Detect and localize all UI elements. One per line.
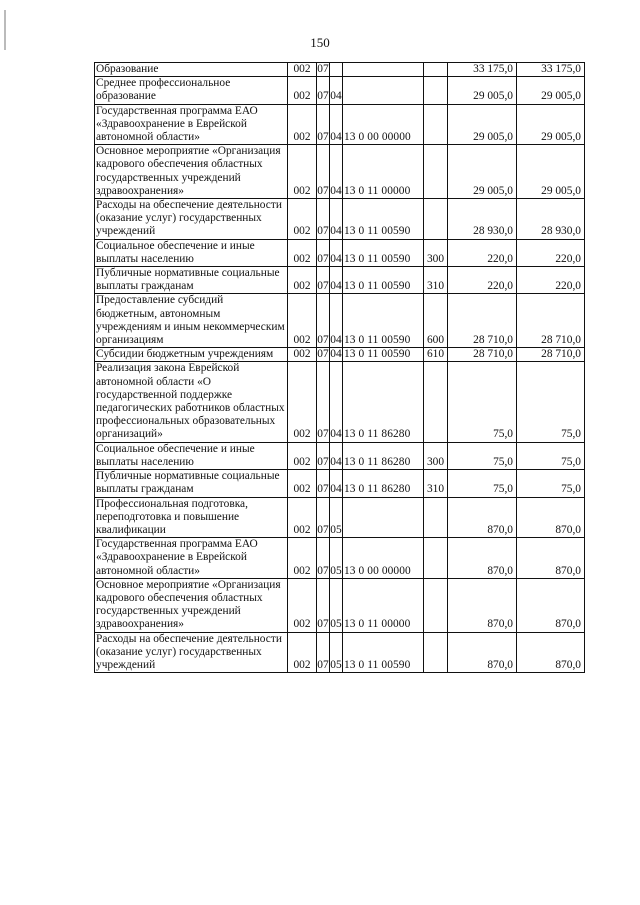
section-code-cell: 07 <box>317 470 330 497</box>
subsection-code-cell: 04 <box>330 267 343 294</box>
table-row <box>95 348 585 362</box>
expense-type-cell: 310 <box>424 470 448 497</box>
amount-year2-cell: 220,0 <box>517 267 585 294</box>
amount-year1-cell: 29 005,0 <box>448 77 517 104</box>
subsection-code-cell: 04 <box>330 239 343 266</box>
scan-margin-mark <box>4 10 6 50</box>
section-code-cell: 07 <box>317 104 330 145</box>
ministry-code-cell: 002 <box>288 442 317 469</box>
table-row <box>95 538 585 579</box>
row-name-cell: Субсидии бюджетным учреждениям <box>95 348 288 362</box>
target-code-cell <box>343 63 424 77</box>
target-code-cell: 13 0 11 00590 <box>343 294 424 348</box>
amount-year2-cell: 28 710,0 <box>517 294 585 348</box>
ministry-code-cell: 002 <box>288 470 317 497</box>
row-name-cell: Профессиональная подготовка, переподготовка и повышение квалификации <box>95 497 288 538</box>
table-row <box>95 104 585 145</box>
amount-year1-cell: 28 930,0 <box>448 199 517 240</box>
row-name-cell: Государственная программа ЕАО «Здравоохранение в Еврейской автономной области» <box>95 104 288 145</box>
ministry-code-cell: 002 <box>288 578 317 632</box>
amount-year1-cell: 870,0 <box>448 632 517 673</box>
amount-year2-cell: 29 005,0 <box>517 77 585 104</box>
expense-type-cell <box>424 632 448 673</box>
target-code-cell: 13 0 11 00000 <box>343 578 424 632</box>
section-code-cell: 07 <box>317 362 330 442</box>
table-body <box>95 63 585 673</box>
subsection-code-cell: 05 <box>330 538 343 579</box>
section-code-cell: 07 <box>317 239 330 266</box>
section-code-cell: 07 <box>317 145 330 199</box>
table-row <box>95 239 585 266</box>
ministry-code-cell: 002 <box>288 104 317 145</box>
row-name-cell: Социальное обеспечение и иные выплаты населению <box>95 442 288 469</box>
ministry-code-cell: 002 <box>288 77 317 104</box>
ministry-code-cell: 002 <box>288 294 317 348</box>
subsection-code-cell: 05 <box>330 632 343 673</box>
amount-year2-cell: 29 005,0 <box>517 145 585 199</box>
target-code-cell: 13 0 11 00590 <box>343 267 424 294</box>
row-name-cell: Расходы на обеспечение деятельности (оказание услуг) государственных учреждений <box>95 199 288 240</box>
section-code-cell: 07 <box>317 63 329 75</box>
table-row <box>95 145 585 199</box>
amount-year2-cell: 33 175,0 <box>517 63 585 77</box>
subsection-code-cell: 04 <box>330 362 343 442</box>
budget-table <box>94 62 585 673</box>
section-code-cell: 07 <box>317 77 330 104</box>
subsection-code-cell: 04 <box>330 145 343 199</box>
amount-year1-cell: 75,0 <box>448 470 517 497</box>
amount-year2-cell: 75,0 <box>517 362 585 442</box>
amount-year2-cell: 870,0 <box>517 578 585 632</box>
row-name-cell: Расходы на обеспечение деятельности (оказание услуг) государственных учреждений <box>95 632 288 673</box>
table-row <box>95 470 585 497</box>
ministry-code-cell: 002 <box>288 267 317 294</box>
subsection-code-cell: 04 <box>330 77 343 104</box>
ministry-code-cell: 002 <box>288 497 317 538</box>
amount-year1-cell: 870,0 <box>448 497 517 538</box>
subsection-code-cell: 04 <box>330 442 343 469</box>
table-row <box>95 199 585 240</box>
page-number: 150 <box>310 35 330 50</box>
subsection-code-cell: 04 <box>330 294 343 348</box>
row-name-cell: Предоставление субсидий бюджетным, автономным учреждениям и иным некоммерческим организациям <box>95 294 288 348</box>
amount-year2-cell: 870,0 <box>517 497 585 538</box>
subsection-code-cell: 04 <box>330 348 342 361</box>
expense-type-cell: 300 <box>424 239 448 266</box>
row-name-cell: Основное мероприятие «Организация кадрового обеспечения областных государственных учреждений здравоохранения» <box>95 145 288 199</box>
amount-year1-cell: 28 710,0 <box>448 294 517 348</box>
expense-type-cell: 310 <box>424 267 448 294</box>
target-code-cell: 13 0 11 00590 <box>343 239 424 266</box>
target-code-cell: 13 0 11 00590 <box>343 199 424 240</box>
amount-year1-cell: 33 175,0 <box>448 63 517 77</box>
amount-year2-cell: 220,0 <box>517 239 585 266</box>
expense-type-cell <box>424 199 448 240</box>
amount-year2-cell: 75,0 <box>517 470 585 497</box>
table-row <box>95 63 585 77</box>
expense-type-cell: 300 <box>424 442 448 469</box>
amount-year1-cell: 28 710,0 <box>448 348 517 362</box>
expense-type-cell: 600 <box>424 294 448 348</box>
ministry-code-cell: 002 <box>288 348 317 362</box>
ministry-code-cell: 002 <box>288 538 317 579</box>
amount-year2-cell: 75,0 <box>517 442 585 469</box>
amount-year2-cell: 29 005,0 <box>517 104 585 145</box>
row-name-cell: Основное мероприятие «Организация кадрового обеспечения областных государственных учреждений здравоохранения» <box>95 578 288 632</box>
table-row <box>95 77 585 104</box>
section-code-cell: 07 <box>317 578 330 632</box>
expense-type-cell <box>424 362 448 442</box>
amount-year1-cell: 220,0 <box>448 267 517 294</box>
expense-type-cell <box>424 578 448 632</box>
expense-type-cell <box>424 63 448 77</box>
section-code-cell: 07 <box>317 632 330 673</box>
row-name-cell: Образование <box>95 63 288 77</box>
table-row <box>95 362 585 442</box>
amount-year2-cell: 28 930,0 <box>517 199 585 240</box>
amount-year2-cell: 870,0 <box>517 538 585 579</box>
row-name-cell: Среднее профессиональное образование <box>95 77 288 104</box>
row-name-cell: Публичные нормативные социальные выплаты гражданам <box>95 267 288 294</box>
expense-type-cell <box>424 104 448 145</box>
section-code-cell: 07 <box>317 294 330 348</box>
subsection-code-cell: 04 <box>330 104 343 145</box>
table-row <box>95 578 585 632</box>
expense-type-cell <box>424 77 448 104</box>
table-row <box>95 267 585 294</box>
amount-year1-cell: 29 005,0 <box>448 104 517 145</box>
amount-year1-cell: 75,0 <box>448 442 517 469</box>
expense-type-cell <box>424 145 448 199</box>
target-code-cell <box>343 77 424 104</box>
target-code-cell <box>343 497 424 538</box>
subsection-code-cell <box>330 63 343 77</box>
amount-year1-cell: 75,0 <box>448 362 517 442</box>
amount-year2-cell: 28 710,0 <box>517 348 585 362</box>
expense-type-cell <box>424 538 448 579</box>
ministry-code-cell: 002 <box>288 199 317 240</box>
target-code-cell: 13 0 11 00590 <box>343 348 424 362</box>
section-code-cell: 07 <box>317 497 330 538</box>
table-row <box>95 442 585 469</box>
subsection-code-cell: 05 <box>330 497 343 538</box>
target-code-cell: 13 0 00 00000 <box>343 538 424 579</box>
amount-year1-cell: 220,0 <box>448 239 517 266</box>
row-name-cell: Государственная программа ЕАО «Здравоохранение в Еврейской автономной области» <box>95 538 288 579</box>
subsection-code-cell: 04 <box>330 470 343 497</box>
target-code-cell: 13 0 11 86280 <box>343 442 424 469</box>
target-code-cell: 13 0 11 00000 <box>343 145 424 199</box>
section-code-cell: 07 <box>317 442 330 469</box>
target-code-cell: 13 0 00 00000 <box>343 104 424 145</box>
table-row <box>95 497 585 538</box>
amount-year1-cell: 29 005,0 <box>448 145 517 199</box>
subsection-code-cell: 04 <box>330 199 343 240</box>
row-name-cell: Реализация закона Еврейской автономной области «О государственной поддержке педагогических работников областных профессиональных образовательных организаций» <box>95 362 288 442</box>
ministry-code-cell: 002 <box>288 362 317 442</box>
row-name-cell: Публичные нормативные социальные выплаты гражданам <box>95 470 288 497</box>
amount-year1-cell: 870,0 <box>448 578 517 632</box>
section-code-cell: 07 <box>317 348 329 361</box>
row-name-cell: Социальное обеспечение и иные выплаты населению <box>95 239 288 266</box>
amount-year1-cell: 870,0 <box>448 538 517 579</box>
ministry-code-cell: 002 <box>288 239 317 266</box>
table-row <box>95 632 585 673</box>
section-code-cell: 07 <box>317 199 330 240</box>
expense-type-cell: 610 <box>424 348 448 362</box>
section-code-cell: 07 <box>317 267 330 294</box>
target-code-cell: 13 0 11 00590 <box>343 632 424 673</box>
table-row <box>95 294 585 348</box>
section-code-cell: 07 <box>317 538 330 579</box>
ministry-code-cell: 002 <box>288 145 317 199</box>
ministry-code-cell: 002 <box>288 632 317 673</box>
subsection-code-cell: 05 <box>330 578 343 632</box>
amount-year2-cell: 870,0 <box>517 632 585 673</box>
expense-type-cell <box>424 497 448 538</box>
target-code-cell: 13 0 11 86280 <box>343 362 424 442</box>
target-code-cell: 13 0 11 86280 <box>343 470 424 497</box>
ministry-code-cell: 002 <box>288 63 317 77</box>
